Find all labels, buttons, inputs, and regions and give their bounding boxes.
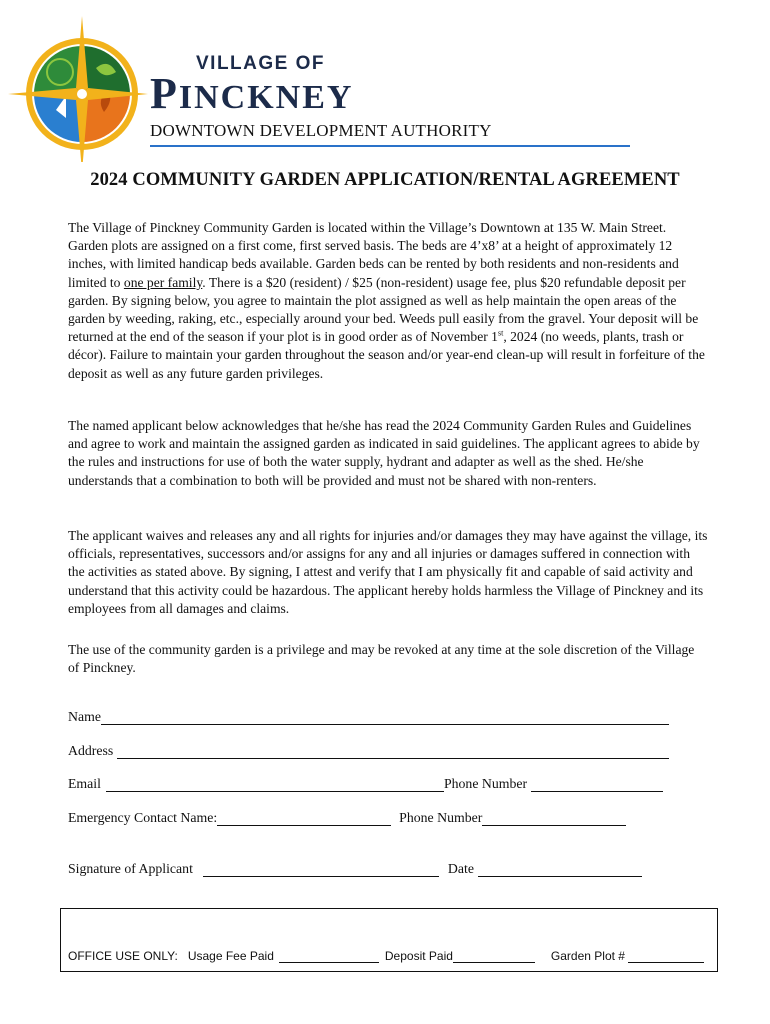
village-logo — [8, 12, 148, 162]
signature-field[interactable] — [68, 861, 642, 877]
date-label: Date — [447, 861, 474, 876]
phone-line[interactable] — [531, 777, 663, 792]
name-field[interactable] — [68, 709, 669, 725]
address-label: Address — [68, 743, 114, 758]
paragraph-garden-info: The Village of Pinckney Community Garden is located within the Village’s Downtown at 135 W. Main Street. Garden plots are assigned on a first come, first served basis. The beds are 4’x8’ at a height of approximately 12 inches, with limited handicap beds available. Garden beds can be rented by both residents and non-residents and limited to one per family. There is a $20 (resident) / $25 (non-resident) usage fee, plus $20 refundable deposit per garden. By signing below, you agree to maintain the plot assigned as well as help maintain the open areas of the garden by weeding, raking, etc., especially around your bed. Weeds pull easily from the gravel. Your deposit will be returned at the end of the season if your plot is in good order as of November 1st, 2024 (no weeds, plants, trash or décor). Failure to maintain your garden throughout the season and/or year-end clean-up will result in forfeiture of the deposit as well as any future garden privileges. — [68, 220, 705, 381]
paragraph-acknowledgement: The named applicant below acknowledges that he/she has read the 2024 Community Garden Rules and Guidelines and agree to work and maintain the assigned garden as indicated in said guidelines. The applicant agrees to abide by the rules and instructions for use of both the water supply, hydrant and adapter as well as the shed. He/she understands that a combination to both will be provided and must not be shared with non-renters. — [68, 418, 700, 488]
date-line[interactable] — [478, 862, 642, 877]
deposit-label: Deposit Paid — [384, 949, 453, 963]
garden-plot-label: Garden Plot # — [550, 949, 625, 963]
email-field[interactable] — [68, 776, 663, 792]
email-label: Email — [68, 776, 101, 791]
emergency-contact-line[interactable] — [217, 811, 391, 826]
phone-label: Phone Number — [443, 776, 528, 791]
usage-fee-line[interactable] — [279, 950, 379, 963]
garden-plot-line[interactable] — [628, 950, 704, 963]
address-field[interactable] — [68, 743, 669, 759]
dda-heading: DOWNTOWN DEVELOPMENT AUTHORITY — [150, 121, 492, 140]
office-use-row — [68, 949, 704, 963]
paragraph-privilege: The use of the community garden is a privilege and may be revoked at any time at the sole discretion of the Village of Pinckney. — [68, 642, 695, 676]
name-line[interactable] — [101, 710, 669, 725]
deposit-line[interactable] — [453, 950, 535, 963]
email-line[interactable] — [106, 777, 444, 792]
name-label: Name — [68, 709, 101, 724]
signature-label: Signature of Applicant — [68, 861, 193, 876]
usage-fee-label: Usage Fee Paid — [187, 949, 274, 963]
office-use-label: OFFICE USE ONLY: — [68, 949, 178, 963]
document-title: 2024 COMMUNITY GARDEN APPLICATION/RENTAL AGREEMENT — [90, 170, 680, 190]
logo-village-of: VILLAGE OF — [196, 53, 325, 74]
emergency-phone-label: Phone Number — [399, 810, 483, 825]
paragraph-waiver: The applicant waives and releases any and all rights for injuries and/or damages they may have against the village, its officials, representatives, successors and/or assigns for any and all injuries or damages suffered in connection with the activities as stated above. By signing, I attest and verify that I am physically fit and capable of said activity and understand that this activity could be hazardous. The applicant hereby holds harmless the Village of Pinckney and its employees from all damages and claims. — [68, 528, 708, 616]
emergency-contact-label: Emergency Contact Name: — [68, 810, 218, 825]
emergency-contact-field[interactable] — [68, 810, 626, 826]
header-divider — [150, 145, 630, 147]
signature-line[interactable] — [203, 862, 439, 877]
logo-pinckney: PINCKNEY — [150, 69, 354, 118]
emergency-phone-line[interactable] — [482, 811, 626, 826]
address-line[interactable] — [117, 744, 669, 759]
